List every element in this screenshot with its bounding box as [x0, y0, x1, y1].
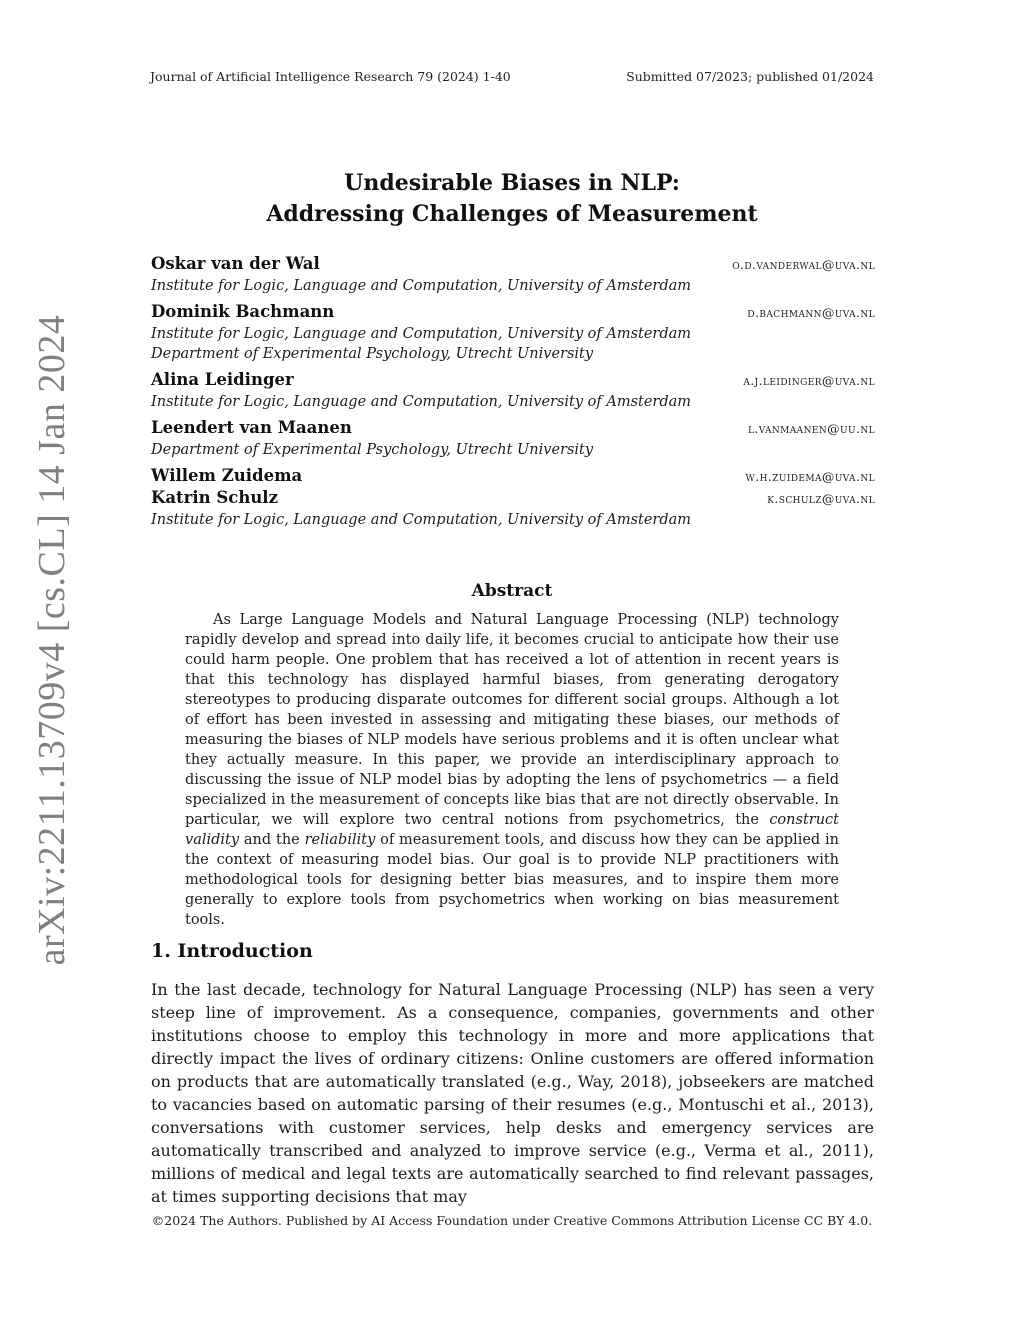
- license-footer: ©2024 The Authors. Published by AI Access Foundation under Creative Commons Attribution License CC BY 4.0.: [151, 1213, 873, 1228]
- author-affiliation: Department of Experimental Psychology, Utrecht University: [151, 346, 594, 362]
- journal-citation: Journal of Artificial Intelligence Research 79 (2024) 1-40: [150, 69, 511, 84]
- reliability-term: reliability: [304, 832, 376, 848]
- author-group: [151, 302, 875, 364]
- paper-title: [0, 168, 1024, 230]
- author-email[interactable]: d.bachmann@uva.nl: [747, 305, 875, 320]
- title-line-1: Undesirable Biases in NLP:: [344, 170, 680, 196]
- author-name: Dominik Bachmann: [151, 302, 335, 321]
- author-group: [151, 418, 875, 460]
- author-group: [151, 254, 875, 296]
- title-line-2: Addressing Challenges of Measurement: [266, 201, 758, 227]
- author-email[interactable]: w.h.zuidema@uva.nl: [745, 469, 875, 484]
- author-affiliation: Department of Experimental Psychology, Utrecht University: [151, 442, 594, 458]
- author-name: Oskar van der Wal: [151, 254, 320, 273]
- author-name: Alina Leidinger: [151, 370, 294, 389]
- abstract-body: As Large Language Models and Natural Language Processing (NLP) technology rapidly develop and spread into daily life, it becomes crucial to anticipate how their use could harm people. One problem that has received a lot of attention in recent years is that this technology has displayed harmful biases, from generating derogatory stereotypes to producing disparate outcomes for different social groups. Although a lot of effort has been invested in assessing and mitigating these biases, our methods of measuring the biases of NLP models have serious problems and it is often unclear what they actually measure. In this paper, we provide an interdisciplinary approach to discussing the issue of NLP model bias by adopting the lens of psychometrics — a field specialized in the measurement of concepts like bias that are not directly observable. In particular, we will explore two central notions from psychometrics, the construct validity and the reliability of measurement tools, and discuss how they can be applied in the context of measuring model bias. Our goal is to provide NLP practitioners with methodological tools for designing better bias measures, and to inspire them more generally to explore tools from psychometrics when working on bias measurement tools.: [185, 612, 840, 928]
- author-affiliation: Institute for Logic, Language and Computation, University of Amsterdam: [151, 326, 692, 342]
- arxiv-watermark: arXiv:2211.13709v4 [cs.CL] 14 Jan 2024: [31, 314, 73, 966]
- author-affiliation: Institute for Logic, Language and Computation, University of Amsterdam: [151, 278, 692, 294]
- construct-validity-term: construct validity: [185, 812, 839, 848]
- introduction-paragraph: In the last decade, technology for Natural Language Processing (NLP) has seen a very steep line of improvement. As a consequence, companies, governments and other institutions choose to employ this technology in more and more applications that directly impact the lives of ordinary citizens: Online customers are offered information on products that are automatically translated (e.g., Way, 2018), jobseekers are matched to vacancies based on automatic parsing of their resumes (e.g., Montuschi et al., 2013), conversations with customer services, help desks and emergency services are automatically transcribed and analyzed to improve service (e.g., Verma et al., 2011), millions of medical and legal texts are automatically searched to find relevant passages, at times supporting decisions that may: [151, 980, 874, 1206]
- author-email[interactable]: l.vanmaanen@uu.nl: [747, 421, 875, 436]
- author-block: [151, 254, 875, 536]
- running-header: [150, 69, 874, 84]
- author-email[interactable]: k.schulz@uva.nl: [767, 491, 875, 506]
- abstract-heading: Abstract: [471, 581, 553, 601]
- author-name: Katrin Schulz: [151, 488, 278, 507]
- author-name: Willem Zuidema: [151, 466, 303, 485]
- author-email[interactable]: a.j.leidinger@uva.nl: [743, 373, 875, 388]
- author-affiliation: Institute for Logic, Language and Computation, University of Amsterdam: [151, 512, 692, 528]
- submission-dates: Submitted 07/2023; published 01/2024: [626, 69, 874, 84]
- section-heading-introduction: 1. Introduction: [151, 940, 313, 962]
- author-email[interactable]: o.d.vanderwal@uva.nl: [732, 257, 875, 272]
- author-affiliation: Institute for Logic, Language and Computation, University of Amsterdam: [151, 394, 692, 410]
- author-group: [151, 466, 875, 530]
- author-group: [151, 370, 875, 412]
- author-name: Leendert van Maanen: [151, 418, 352, 437]
